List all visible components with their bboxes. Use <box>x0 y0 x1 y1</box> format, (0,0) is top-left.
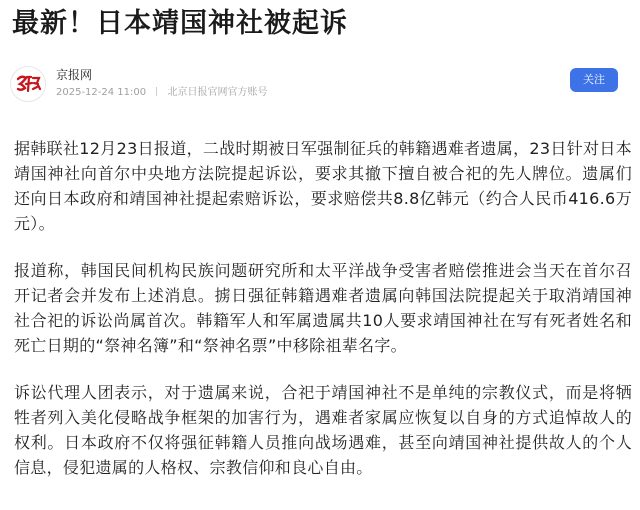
article-body <box>14 136 632 502</box>
article-paragraph: 诉讼代理人团表示，对于遗属来说，合祀于靖国神社不是单纯的宗教仪式，而是将牺牲者列入美化侵略战争框架的加害行为，遇难者家属应恢复以自身的方式追悼故人的权利。日本政府不仅将强征韩籍人员推向战场遇难，甚至向靖国神社提供故人的个人信息，侵犯遗属的人格权、宗教信仰和良心自由。 <box>14 383 632 477</box>
page-title: 最新！日本靖国神社被起诉 <box>12 8 348 39</box>
account-description: 北京日报官网官方账号 <box>167 87 268 98</box>
meta-divider <box>156 87 157 96</box>
article-paragraph: 据韩联社12月23日报道，二战时期被日军强制征兵的韩籍遇难者遗属，23日针对日本靖国神社向首尔中央地方法院提起诉讼，要求其撤下擅自被合祀的先人牌位。遗属们还向日本政府和靖国神社提起索赔诉讼，要求赔偿共8.8亿韩元（约合人民币416.6万元）。 <box>14 139 632 233</box>
follow-button[interactable]: 关注 <box>570 68 618 92</box>
author-name[interactable]: 京报网 <box>56 68 93 82</box>
author-bar <box>10 64 630 104</box>
jingbao-logo-icon <box>11 67 45 101</box>
author-meta <box>56 86 268 100</box>
article-paragraph: 报道称，韩国民间机构民族问题研究所和太平洋战争受害者赔偿推进会当天在首尔召开记者会并发布上述消息。掳日强征韩籍遇难者遗属向韩国法院提起关于取消靖国神社合祀的诉讼尚属首次。韩籍军人和军属遗属共10人要求靖国神社在写有死者姓名和死亡日期的“祭神名簿”和“祭神名票”中移除祖辈名字。 <box>14 261 632 355</box>
publish-datetime: 2025-12-24 11:00 <box>56 87 147 98</box>
avatar[interactable] <box>10 66 46 102</box>
